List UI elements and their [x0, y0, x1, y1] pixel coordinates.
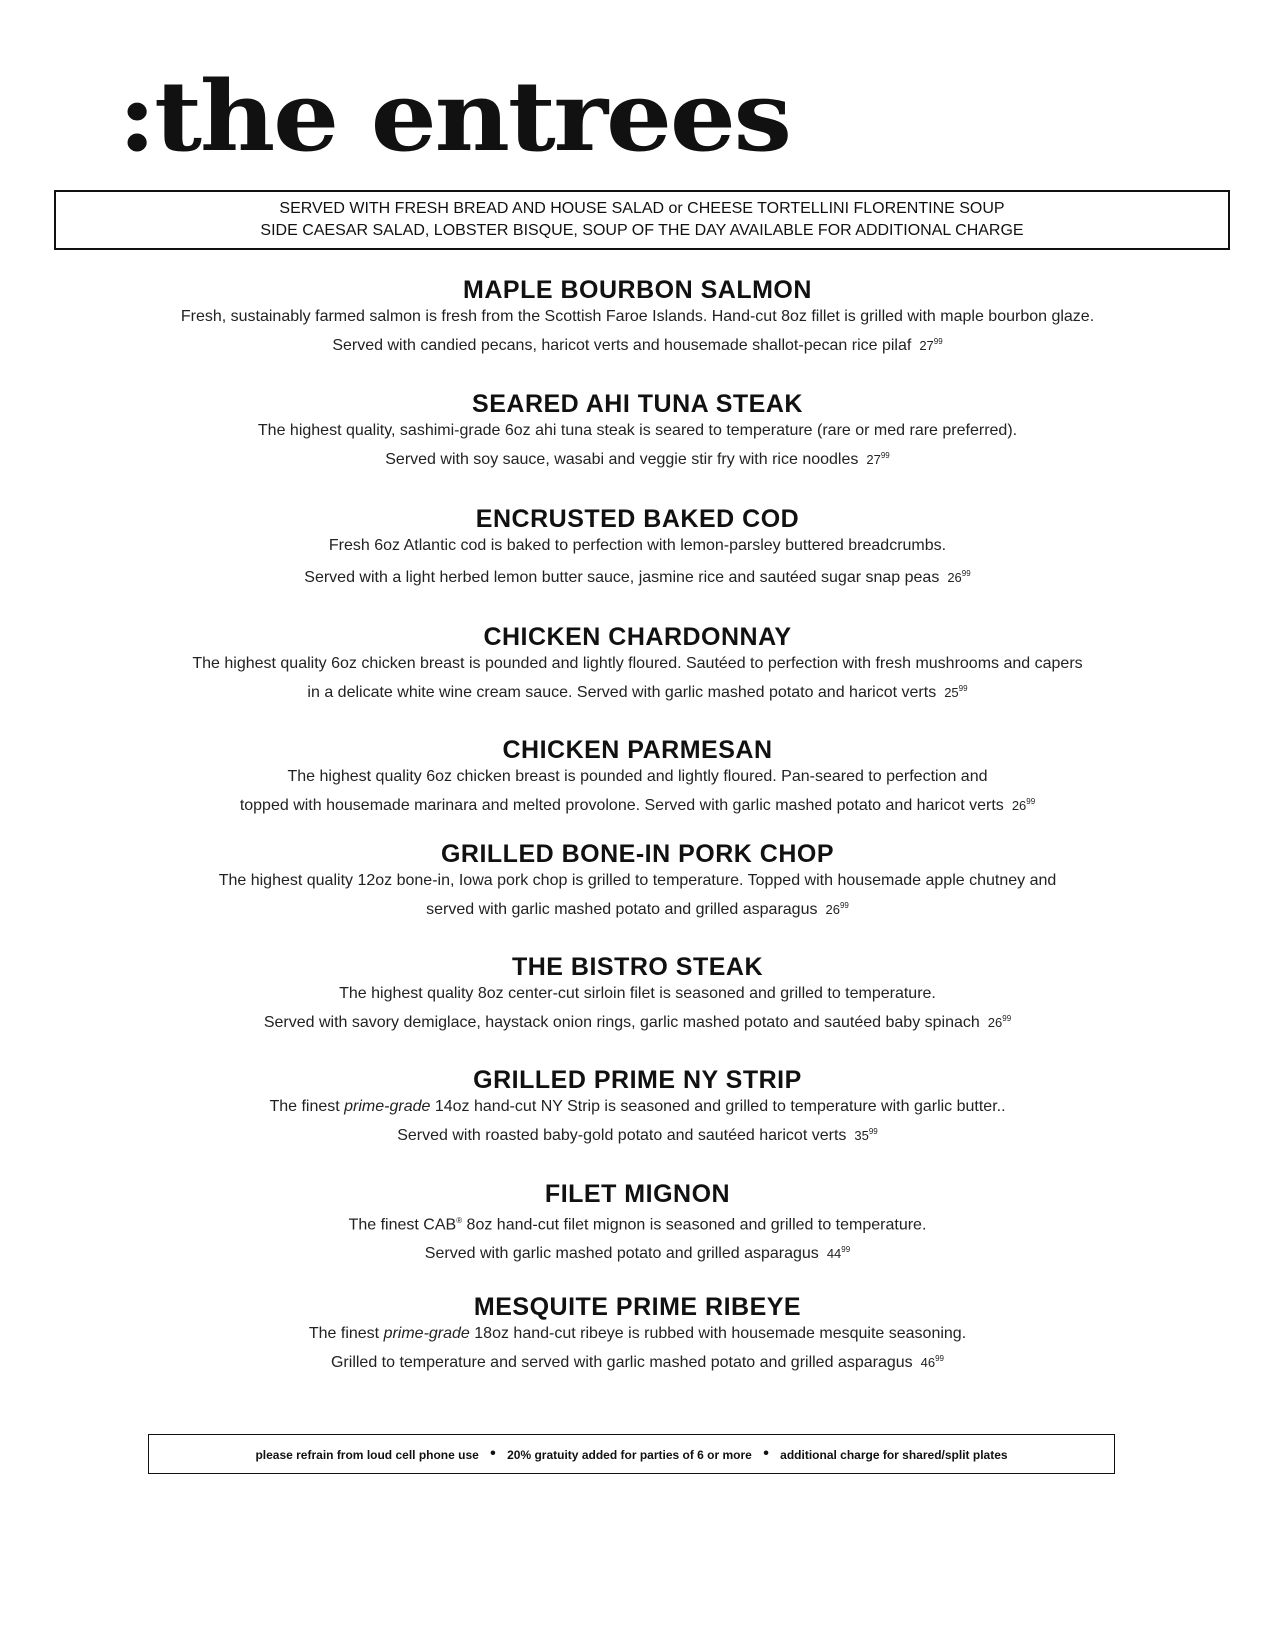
- item-name: THE BISTRO STEAK: [511, 953, 764, 981]
- menu-item-filet-mignon: [0, 1180, 1275, 1266]
- intro-box: [54, 190, 1230, 250]
- menu-item-seared-ahi-tuna-steak: [0, 390, 1275, 472]
- item-name: GRILLED BONE-IN PORK CHOP: [440, 840, 835, 868]
- footer-notice-1: please refrain from loud cell phone use: [255, 1448, 479, 1462]
- item-description-line-1: Fresh, sustainably farmed salmon is fresh from the Scottish Faroe Islands. Hand-cut 8oz fillet is grilled with maple bourbon glaze.: [180, 308, 1095, 325]
- item-price: $46^{99}$: [920, 1354, 945, 1370]
- item-description-line-2: Served with a light herbed lemon butter sauce, jasmine rice and sautéed sugar snap peas: [304, 569, 940, 586]
- item-name: GRILLED PRIME NY STRIP: [473, 1066, 802, 1094]
- item-description-line-1: The highest quality 6oz chicken breast is pounded and lightly floured. Sautéed to perfection with fresh mushrooms and capers: [192, 655, 1083, 672]
- item-price: $44^{99}$: [826, 1245, 851, 1262]
- item-name: CHICKEN CHARDONNAY: [483, 623, 792, 651]
- menu-item-grilled-prime-ny-strip: [0, 1066, 1275, 1148]
- bullet-separator: •: [490, 1445, 496, 1462]
- item-description-line-1: The highest quality 12oz bone-in, Iowa pork chop is grilled to temperature. Topped with housemade apple chutney and: [218, 872, 1057, 889]
- menu-item-the-bistro-steak: [0, 953, 1275, 1035]
- item-description-line-1: Fresh 6oz Atlantic cod is baked to perfection with lemon-parsley buttered breadcrumbs.: [328, 537, 947, 554]
- item-price: $25^{99}$: [944, 684, 968, 700]
- item-price: $27^{99}$: [866, 451, 890, 467]
- page-title: :the entrees: [118, 60, 790, 173]
- menu-item-encrusted-baked-cod: [0, 505, 1275, 590]
- item-description-line-1: The highest quality, sashimi-grade 6oz ahi tuna steak is seared to temperature (rare or med rare preferred).: [257, 422, 1018, 439]
- item-description-line-1: The finest prime-grade 18oz hand-cut ribeye is rubbed with housemade mesquite seasoning.: [308, 1325, 967, 1342]
- footer-notice-box: [148, 1434, 1115, 1474]
- item-description-line-1: The highest quality 8oz center-cut sirloin filet is seasoned and grilled to temperature.: [339, 985, 936, 1002]
- item-description-line-1: The finest CAB® 8oz hand-cut filet mignon is seasoned and grilled to temperature.: [348, 1216, 927, 1234]
- menu-item-grilled-bone-in-pork-chop: [0, 840, 1275, 922]
- menu-item-maple-bourbon-salmon: [0, 276, 1275, 358]
- item-description-line-2: topped with housemade marinara and melted provolone. Served with garlic mashed potato and haricot verts: [239, 797, 1004, 814]
- intro-line-1: SERVED WITH FRESH BREAD AND HOUSE SALAD or CHEESE TORTELLINI FLORENTINE SOUP: [279, 200, 1005, 217]
- menu-item-mesquite-prime-ribeye: [0, 1293, 1275, 1375]
- item-name: MAPLE BOURBON SALMON: [463, 276, 812, 304]
- item-description-line-2: Grilled to temperature and served with garlic mashed potato and grilled asparagus: [330, 1354, 913, 1371]
- item-name: ENCRUSTED BAKED COD: [475, 505, 800, 533]
- item-price: $26^{99}$: [1011, 797, 1036, 813]
- bullet-separator: •: [763, 1445, 769, 1462]
- menu-item-chicken-parmesan: [0, 736, 1275, 818]
- item-price: $27^{99}$: [919, 337, 943, 353]
- footer-notice-2: 20% gratuity added for parties of 6 or more: [507, 1448, 752, 1462]
- item-name: SEARED AHI TUNA STEAK: [472, 390, 803, 418]
- item-description-line-1: The highest quality 6oz chicken breast is pounded and lightly floured. Pan-seared to perfection and: [287, 768, 988, 785]
- item-name: CHICKEN PARMESAN: [502, 736, 773, 764]
- item-name: MESQUITE PRIME RIBEYE: [473, 1293, 802, 1321]
- registered-mark: ®: [456, 1216, 463, 1225]
- item-name: FILET MIGNON: [544, 1180, 731, 1208]
- item-description-line-2: Served with garlic mashed potato and grilled asparagus: [424, 1245, 819, 1263]
- item-description-line-2: served with garlic mashed potato and grilled asparagus: [426, 901, 818, 918]
- item-description-line-2: in a delicate white wine cream sauce. Served with garlic mashed potato and haricot verts: [307, 684, 937, 701]
- item-description-line-1: The finest prime-grade 14oz hand-cut NY Strip is seasoned and grilled to temperature with garlic butter..: [269, 1098, 1006, 1115]
- item-description-line-2: Served with candied pecans, haricot verts and housemade shallot-pecan rice pilaf: [332, 337, 912, 354]
- item-price: $26^{99}$: [947, 569, 971, 585]
- item-description-line-2: Served with roasted baby-gold potato and sautéed haricot verts: [397, 1127, 847, 1144]
- footer-notice-3: additional charge for shared/split plates: [780, 1448, 1008, 1462]
- item-description-line-2: Served with soy sauce, wasabi and veggie stir fry with rice noodles: [385, 451, 859, 468]
- item-description-line-2: Served with savory demiglace, haystack onion rings, garlic mashed potato and sautéed baby spinach: [263, 1014, 980, 1031]
- item-price: $35^{99}$: [854, 1127, 878, 1143]
- intro-line-2: SIDE CAESAR SALAD, LOBSTER BISQUE, SOUP OF THE DAY AVAILABLE FOR ADDITIONAL CHARGE: [260, 222, 1024, 239]
- menu-item-chicken-chardonnay: [0, 623, 1275, 705]
- item-price: $26^{99}$: [987, 1014, 1012, 1030]
- item-price: $26^{99}$: [825, 901, 849, 917]
